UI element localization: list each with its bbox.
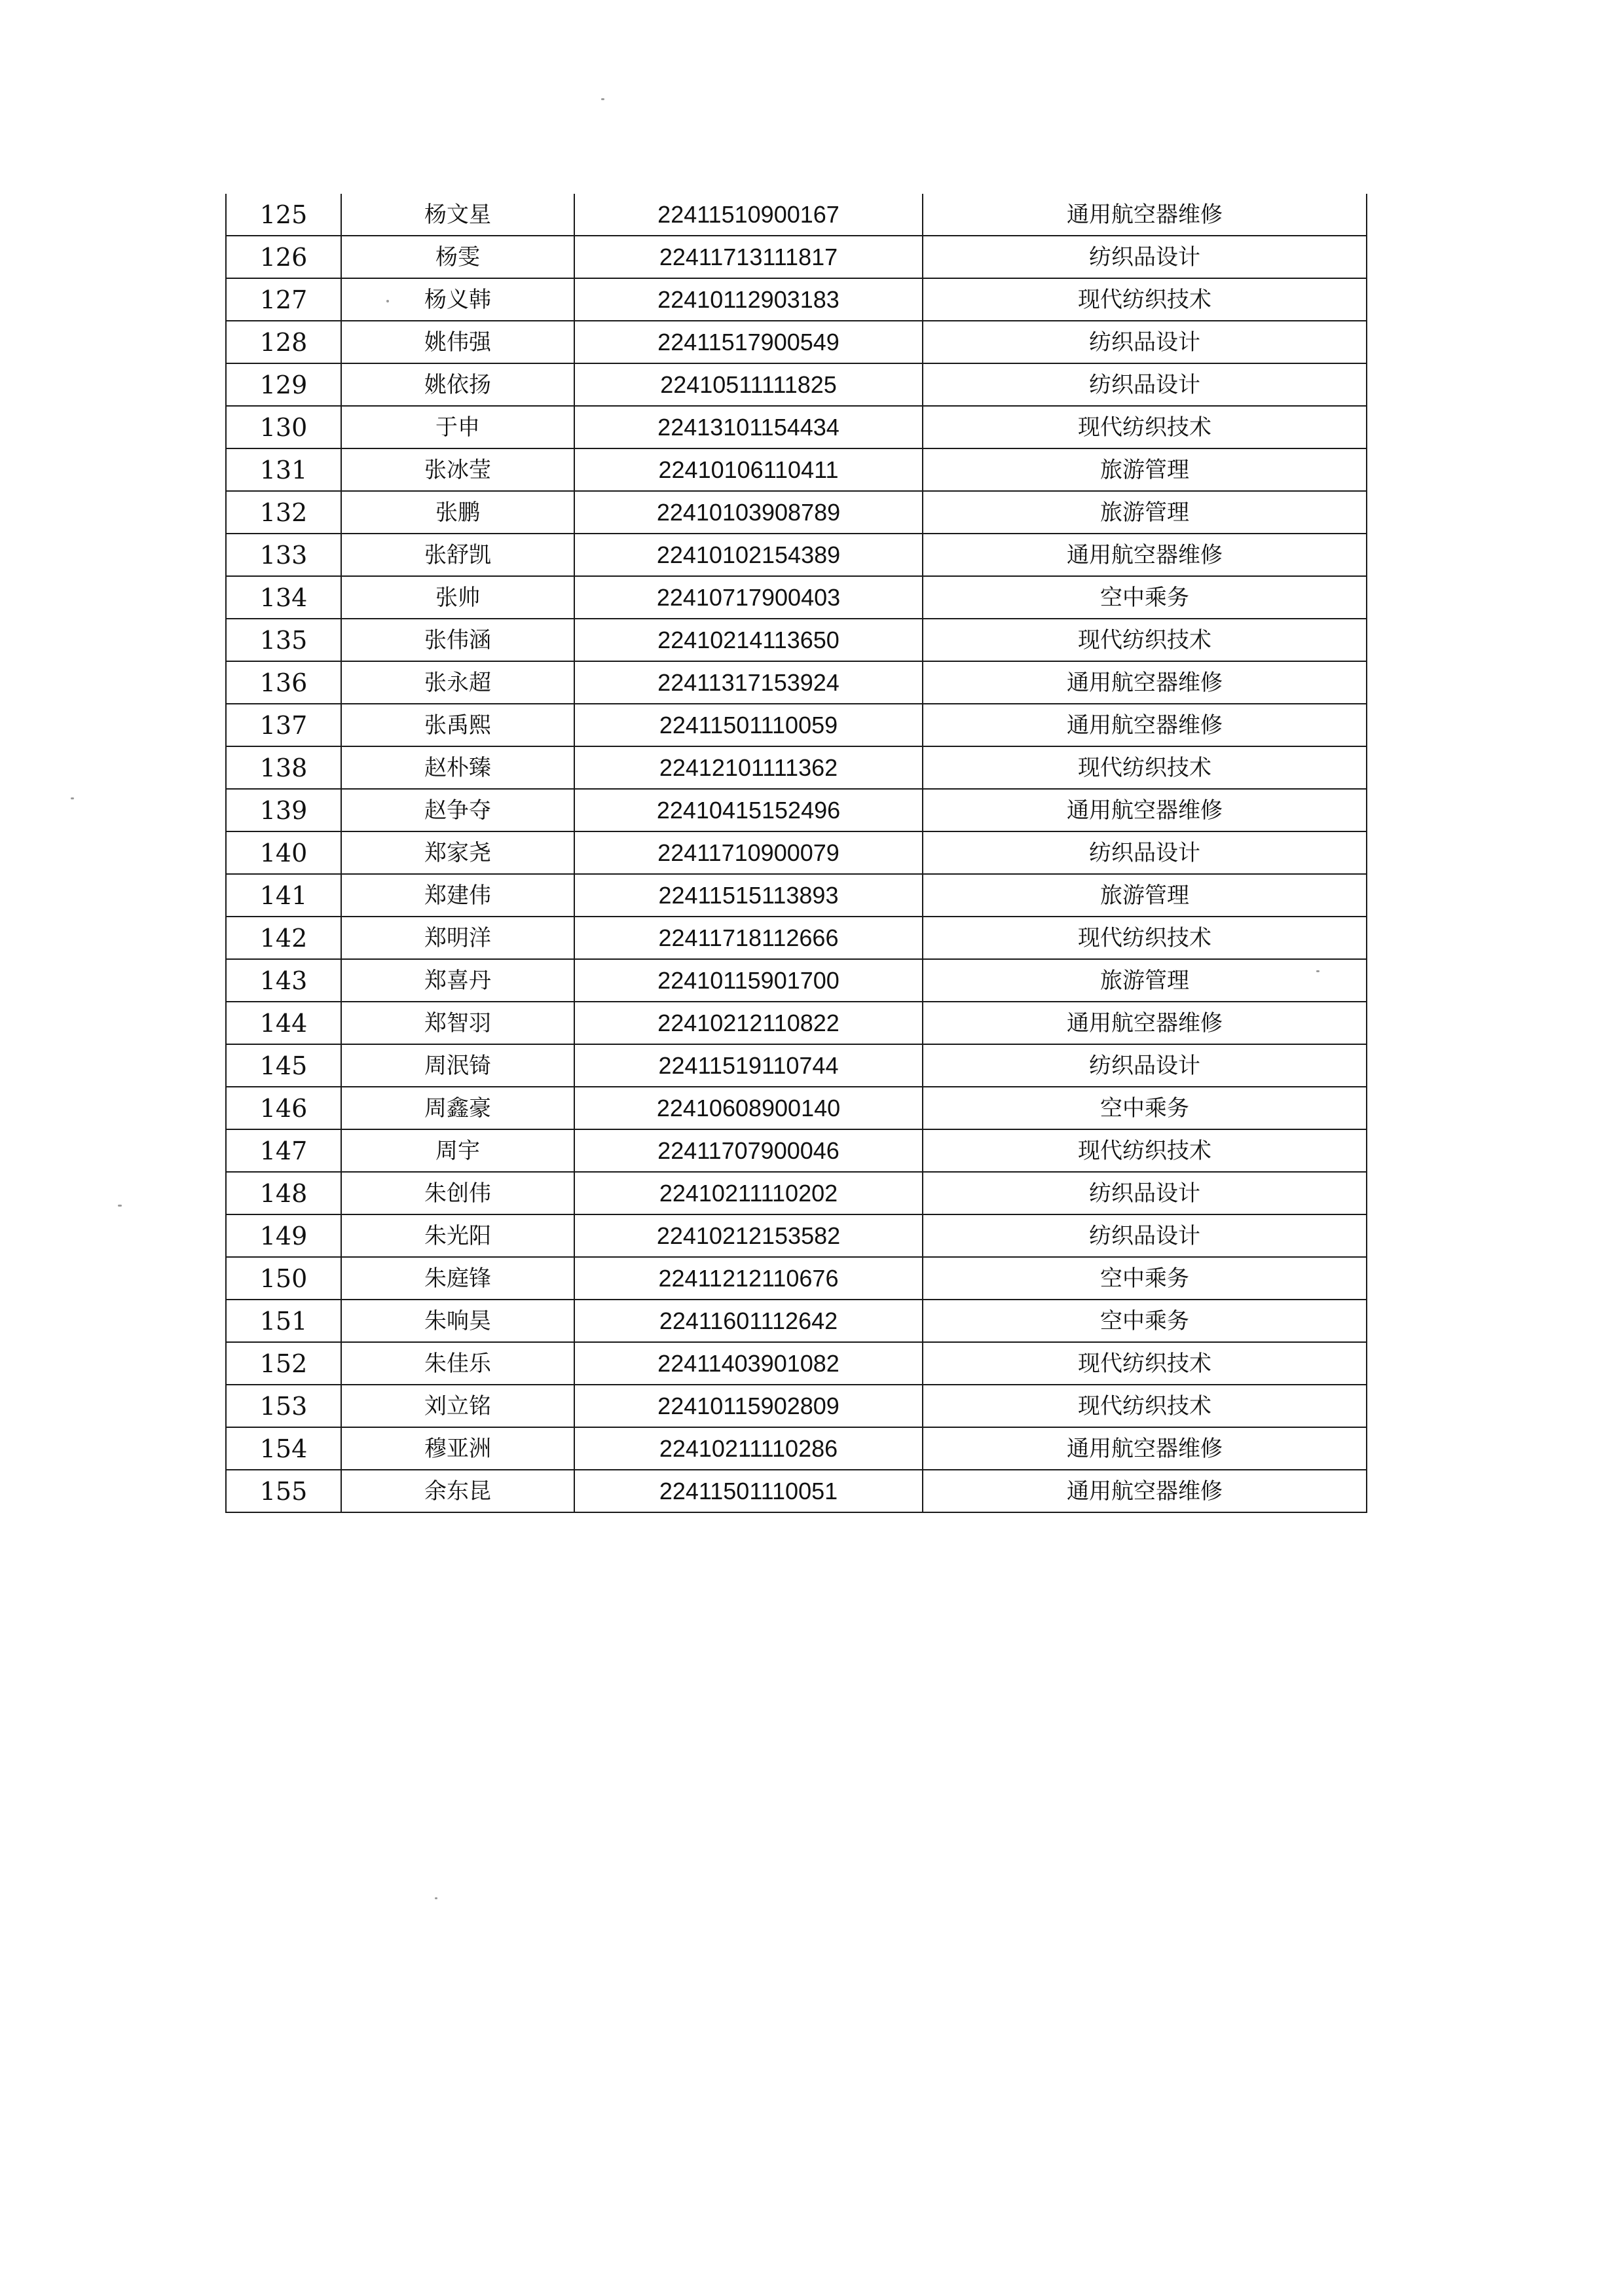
row-number: 134 bbox=[226, 576, 341, 619]
table-row bbox=[226, 704, 1367, 746]
table-row bbox=[226, 448, 1367, 491]
student-major: 纺织品设计 bbox=[923, 1044, 1367, 1087]
table-row bbox=[226, 194, 1367, 236]
row-number: 127 bbox=[226, 278, 341, 321]
student-name: 张冰莹 bbox=[341, 448, 574, 491]
student-major: 通用航空器维修 bbox=[923, 1427, 1367, 1470]
student-id: 22410103908789 bbox=[574, 491, 923, 534]
student-name: 郑明洋 bbox=[341, 917, 574, 959]
student-major: 纺织品设计 bbox=[923, 321, 1367, 363]
student-name: 周宇 bbox=[341, 1129, 574, 1172]
student-id: 22411501110059 bbox=[574, 704, 923, 746]
row-number: 146 bbox=[226, 1087, 341, 1129]
student-id: 22411519110744 bbox=[574, 1044, 923, 1087]
student-name: 姚伟强 bbox=[341, 321, 574, 363]
table-row bbox=[226, 1002, 1367, 1044]
student-major: 旅游管理 bbox=[923, 959, 1367, 1002]
table-row bbox=[226, 661, 1367, 704]
student-id: 22411515113893 bbox=[574, 874, 923, 917]
student-name: 赵争夺 bbox=[341, 789, 574, 831]
student-major: 现代纺织技术 bbox=[923, 1385, 1367, 1427]
student-major: 通用航空器维修 bbox=[923, 789, 1367, 831]
row-number: 126 bbox=[226, 236, 341, 278]
student-id: 22410115901700 bbox=[574, 959, 923, 1002]
student-id: 22411510900167 bbox=[574, 194, 923, 236]
student-name: 朱庭锋 bbox=[341, 1257, 574, 1300]
student-major: 旅游管理 bbox=[923, 874, 1367, 917]
student-major: 通用航空器维修 bbox=[923, 194, 1367, 236]
student-name: 杨雯 bbox=[341, 236, 574, 278]
student-major: 通用航空器维修 bbox=[923, 661, 1367, 704]
row-number: 133 bbox=[226, 534, 341, 576]
student-major: 纺织品设计 bbox=[923, 363, 1367, 406]
student-id: 22410211110286 bbox=[574, 1427, 923, 1470]
student-id: 22410212153582 bbox=[574, 1214, 923, 1257]
student-major: 现代纺织技术 bbox=[923, 746, 1367, 789]
table-row bbox=[226, 1172, 1367, 1214]
student-major: 空中乘务 bbox=[923, 576, 1367, 619]
row-number: 143 bbox=[226, 959, 341, 1002]
row-number: 147 bbox=[226, 1129, 341, 1172]
student-name: 周鑫豪 bbox=[341, 1087, 574, 1129]
student-id: 22410415152496 bbox=[574, 789, 923, 831]
student-name: 杨文星 bbox=[341, 194, 574, 236]
row-number: 151 bbox=[226, 1300, 341, 1342]
row-number: 129 bbox=[226, 363, 341, 406]
table-row bbox=[226, 363, 1367, 406]
student-major: 旅游管理 bbox=[923, 448, 1367, 491]
student-id: 22410112903183 bbox=[574, 278, 923, 321]
student-id: 22413101154434 bbox=[574, 406, 923, 448]
student-major: 空中乘务 bbox=[923, 1300, 1367, 1342]
student-name: 张鹏 bbox=[341, 491, 574, 534]
scan-speck bbox=[118, 1205, 122, 1207]
table-row bbox=[226, 1427, 1367, 1470]
student-id: 22411501110051 bbox=[574, 1470, 923, 1512]
table-row bbox=[226, 1385, 1367, 1427]
student-id: 22411403901082 bbox=[574, 1342, 923, 1385]
table-row bbox=[226, 1087, 1367, 1129]
student-id: 22410214113650 bbox=[574, 619, 923, 661]
table-row bbox=[226, 917, 1367, 959]
student-id: 22410211110202 bbox=[574, 1172, 923, 1214]
row-number: 139 bbox=[226, 789, 341, 831]
table-row bbox=[226, 321, 1367, 363]
student-name: 张永超 bbox=[341, 661, 574, 704]
student-name: 杨义韩 bbox=[341, 278, 574, 321]
student-name: 姚依扬 bbox=[341, 363, 574, 406]
row-number: 144 bbox=[226, 1002, 341, 1044]
student-name: 朱佳乐 bbox=[341, 1342, 574, 1385]
table-row bbox=[226, 1342, 1367, 1385]
row-number: 154 bbox=[226, 1427, 341, 1470]
table-row bbox=[226, 1470, 1367, 1512]
student-major: 纺织品设计 bbox=[923, 1172, 1367, 1214]
student-major: 空中乘务 bbox=[923, 1087, 1367, 1129]
scan-speck bbox=[601, 98, 604, 100]
student-roster-table bbox=[225, 194, 1367, 1513]
row-number: 148 bbox=[226, 1172, 341, 1214]
student-id: 22411713111817 bbox=[574, 236, 923, 278]
table-row bbox=[226, 1257, 1367, 1300]
table-row bbox=[226, 534, 1367, 576]
student-major: 旅游管理 bbox=[923, 491, 1367, 534]
student-name: 穆亚洲 bbox=[341, 1427, 574, 1470]
student-name: 于申 bbox=[341, 406, 574, 448]
student-name: 张伟涵 bbox=[341, 619, 574, 661]
table-row bbox=[226, 619, 1367, 661]
student-major: 现代纺织技术 bbox=[923, 406, 1367, 448]
student-major: 现代纺织技术 bbox=[923, 619, 1367, 661]
student-name: 朱光阳 bbox=[341, 1214, 574, 1257]
student-id: 22410102154389 bbox=[574, 534, 923, 576]
row-number: 130 bbox=[226, 406, 341, 448]
row-number: 136 bbox=[226, 661, 341, 704]
student-name: 赵朴臻 bbox=[341, 746, 574, 789]
table-row bbox=[226, 831, 1367, 874]
row-number: 131 bbox=[226, 448, 341, 491]
student-id: 22411710900079 bbox=[574, 831, 923, 874]
row-number: 145 bbox=[226, 1044, 341, 1087]
table-row bbox=[226, 1129, 1367, 1172]
row-number: 142 bbox=[226, 917, 341, 959]
table-row bbox=[226, 236, 1367, 278]
scan-speck bbox=[71, 797, 74, 799]
row-number: 138 bbox=[226, 746, 341, 789]
row-number: 141 bbox=[226, 874, 341, 917]
student-name: 余东昆 bbox=[341, 1470, 574, 1512]
student-name: 郑喜丹 bbox=[341, 959, 574, 1002]
student-major: 现代纺织技术 bbox=[923, 1129, 1367, 1172]
table-row bbox=[226, 789, 1367, 831]
student-name: 朱响昊 bbox=[341, 1300, 574, 1342]
row-number: 132 bbox=[226, 491, 341, 534]
row-number: 149 bbox=[226, 1214, 341, 1257]
table-row bbox=[226, 1300, 1367, 1342]
student-id: 22411212110676 bbox=[574, 1257, 923, 1300]
student-id: 22411601112642 bbox=[574, 1300, 923, 1342]
table-row bbox=[226, 576, 1367, 619]
student-major: 空中乘务 bbox=[923, 1257, 1367, 1300]
row-number: 137 bbox=[226, 704, 341, 746]
student-id: 22411718112666 bbox=[574, 917, 923, 959]
table-row bbox=[226, 278, 1367, 321]
row-number: 135 bbox=[226, 619, 341, 661]
table-row bbox=[226, 874, 1367, 917]
student-major: 通用航空器维修 bbox=[923, 534, 1367, 576]
student-id: 22411517900549 bbox=[574, 321, 923, 363]
table-row bbox=[226, 746, 1367, 789]
table-row bbox=[226, 1214, 1367, 1257]
student-id: 22410717900403 bbox=[574, 576, 923, 619]
scan-speck bbox=[435, 1897, 437, 1899]
row-number: 140 bbox=[226, 831, 341, 874]
student-name: 郑家尧 bbox=[341, 831, 574, 874]
student-id: 22410511111825 bbox=[574, 363, 923, 406]
row-number: 153 bbox=[226, 1385, 341, 1427]
student-major: 现代纺织技术 bbox=[923, 278, 1367, 321]
student-id: 22411317153924 bbox=[574, 661, 923, 704]
table-row bbox=[226, 406, 1367, 448]
student-major: 纺织品设计 bbox=[923, 831, 1367, 874]
table-row bbox=[226, 491, 1367, 534]
student-major: 通用航空器维修 bbox=[923, 704, 1367, 746]
row-number: 125 bbox=[226, 194, 341, 236]
student-id: 22410106110411 bbox=[574, 448, 923, 491]
student-major: 通用航空器维修 bbox=[923, 1002, 1367, 1044]
student-major: 现代纺织技术 bbox=[923, 917, 1367, 959]
student-name: 周泯锜 bbox=[341, 1044, 574, 1087]
student-major: 现代纺织技术 bbox=[923, 1342, 1367, 1385]
row-number: 128 bbox=[226, 321, 341, 363]
student-id: 22410212110822 bbox=[574, 1002, 923, 1044]
row-number: 152 bbox=[226, 1342, 341, 1385]
student-major: 通用航空器维修 bbox=[923, 1470, 1367, 1512]
student-name: 郑智羽 bbox=[341, 1002, 574, 1044]
student-major: 纺织品设计 bbox=[923, 1214, 1367, 1257]
table-row bbox=[226, 1044, 1367, 1087]
student-name: 刘立铭 bbox=[341, 1385, 574, 1427]
student-id: 22410608900140 bbox=[574, 1087, 923, 1129]
student-name: 朱创伟 bbox=[341, 1172, 574, 1214]
table-row bbox=[226, 959, 1367, 1002]
student-id: 22411707900046 bbox=[574, 1129, 923, 1172]
student-name: 张舒凯 bbox=[341, 534, 574, 576]
student-id: 22412101111362 bbox=[574, 746, 923, 789]
student-name: 张禹熙 bbox=[341, 704, 574, 746]
roster-body bbox=[226, 194, 1367, 1512]
student-major: 纺织品设计 bbox=[923, 236, 1367, 278]
student-id: 22410115902809 bbox=[574, 1385, 923, 1427]
row-number: 150 bbox=[226, 1257, 341, 1300]
student-name: 张帅 bbox=[341, 576, 574, 619]
student-name: 郑建伟 bbox=[341, 874, 574, 917]
row-number: 155 bbox=[226, 1470, 341, 1512]
